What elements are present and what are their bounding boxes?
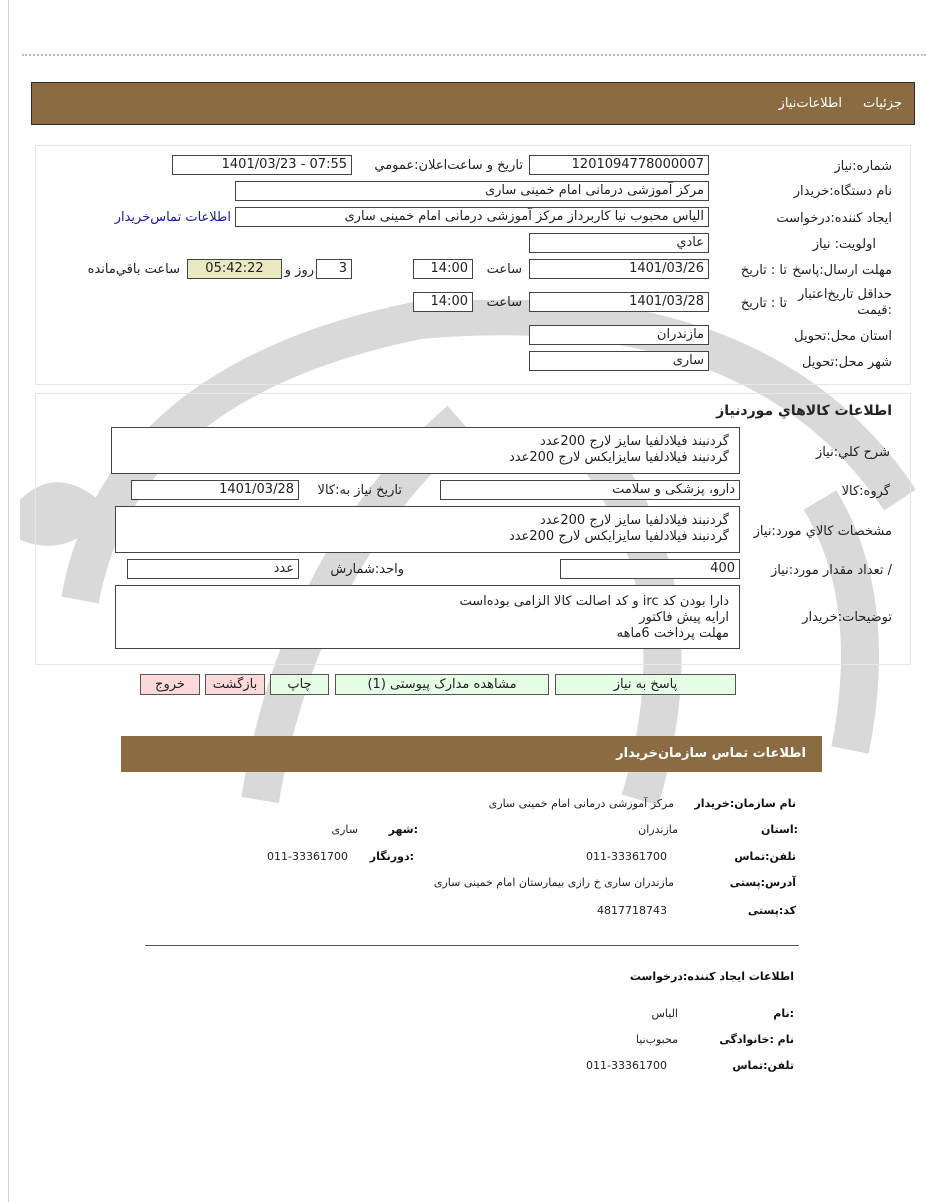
tab-details[interactable]: جزئیات — [863, 96, 902, 111]
creator-field: الیاس محبوب نیا کاربرداز مرکز آموزشی درمانی امام خمینی ساری — [235, 207, 709, 227]
priority-field: عادي — [529, 233, 709, 253]
general-desc-field — [111, 427, 740, 474]
page-header-bar — [31, 82, 915, 125]
view-attachments-button[interactable]: مشاهده مدارک پیوستی (1) — [335, 674, 549, 695]
requester-family-value: محبوب‌نیا — [635, 1033, 678, 1046]
spec-field — [115, 506, 740, 553]
requester-name-label: :نام — [773, 1007, 794, 1020]
phone-c-value: 011-33361700 — [586, 850, 667, 863]
announce-datetime-field: 1401/03/23 - 07:55 — [172, 155, 352, 175]
province-c-value: مازندران — [638, 823, 678, 836]
city-c-value: ساری — [331, 823, 358, 836]
requester-title: اطلاعات ایجاد کننده‌:درخواست — [629, 970, 794, 983]
validity-time-field: 14:00 — [413, 292, 473, 312]
phone-c-label: تلفن‌:تماس — [734, 850, 796, 863]
need-date-field: 1401/03/28 — [131, 480, 299, 500]
province-label: استان محل‌:تحویل — [794, 329, 892, 344]
print-button[interactable]: چاپ — [270, 674, 329, 695]
general-desc-label: شرح کلي‌:نیاز — [815, 445, 890, 460]
min-validity-label: حداقل تاریخ‌اعتبار — [798, 287, 892, 302]
org-label: نام سازمان‌:خریدار — [694, 797, 796, 810]
days-remaining-field: 3 — [316, 259, 352, 279]
respond-button[interactable]: پاسخ به نیاز — [555, 674, 736, 695]
requester-name-value: الیاس — [651, 1007, 678, 1020]
validity-to-date-label: تا : تاریخ — [740, 296, 787, 311]
spec-label: مشخصات کالاي مورد‌:نیاز — [753, 524, 892, 539]
days-and-label: روز و — [284, 263, 314, 278]
general-desc-line: گردنبند فیلادلفیا سایزایکس لارج 200عدد — [509, 450, 729, 465]
time-remaining-field: 05:42:22 — [187, 259, 282, 279]
notes-field — [115, 585, 740, 649]
creator-label: ایجاد کننده‌:درخواست — [776, 211, 892, 226]
need-number-label: شماره‌:نیاز — [834, 159, 892, 174]
general-desc-line: گردنبند فیلادلفیا سایز لارج 200عدد — [539, 434, 729, 449]
need-number-field: 1201094778000007 — [529, 155, 709, 175]
buyer-org-label: نام دستگاه‌:خریدار — [793, 184, 892, 199]
deadline-time-label: ساعت — [486, 262, 522, 277]
notes-line: مهلت پرداخت 6ماهه — [616, 626, 729, 641]
city-field: ساری — [529, 351, 709, 371]
announce-label: تاریخ و ساعت‌اعلان‌:عمومي — [374, 158, 523, 173]
city-c-label: :شهر — [388, 823, 418, 836]
province-field: مازندران — [529, 325, 709, 345]
province-c-label: :استان — [761, 823, 798, 836]
requester-phone-value: 011-33361700 — [586, 1059, 667, 1072]
quantity-field: 400 — [560, 559, 740, 579]
spec-line: گردنبند فیلادلفیا سایزایکس لارج 200عدد — [509, 529, 729, 544]
unit-label: واحد‌:شمارش — [330, 562, 404, 577]
min-validity-label-2: :قیمت — [857, 303, 892, 318]
group-label: گروه‌:کالا — [841, 484, 890, 499]
buyer-contact-header — [121, 736, 822, 772]
deadline-time-field: 14:00 — [413, 259, 473, 279]
fax-label: :دورنگار — [369, 850, 414, 863]
priority-label: اولویت: نیاز — [812, 237, 876, 252]
dotted-divider — [22, 54, 926, 56]
buyer-contact-link[interactable]: اطلاعات تماس‌خریدار — [114, 210, 231, 225]
deadline-to-date-label: تا : تاریخ — [740, 263, 787, 278]
notes-label: توضیحات‌:خریدار — [802, 610, 892, 625]
requester-family-label: نام :خانوادگی — [719, 1033, 794, 1046]
section-divider — [145, 945, 799, 946]
address-label: آدرس‌:پستی — [729, 876, 796, 889]
time-remaining-label: ساعت باقي‌مانده — [87, 262, 180, 277]
validity-date-field: 1401/03/28 — [529, 292, 709, 312]
unit-field: عدد — [127, 559, 299, 579]
goods-section-title: اطلاعات کالاهاي مورد‌نیاز — [716, 403, 892, 419]
org-value: مرکز آموزشی درمانی امام خمینی ساری — [488, 797, 674, 810]
deadline-label: مهلت ارسال‌:پاسخ — [792, 263, 892, 278]
back-button[interactable]: بازگشت — [205, 674, 265, 695]
buyer-org-field: مرکز آموزشی درمانی امام خمینی ساری — [235, 181, 709, 201]
deadline-date-field: 1401/03/26 — [529, 259, 709, 279]
validity-time-label: ساعت — [486, 295, 522, 310]
requester-phone-label: تلفن‌:تماس — [732, 1059, 794, 1072]
buyer-contact-title: اطلاعات تماس سازمان‌خریدار — [616, 746, 806, 761]
address-value: مازندران ساری خ رازی بیمارستان امام خمینی ساری — [433, 876, 674, 889]
page-left-border — [8, 0, 9, 1202]
postal-value: 4817718743 — [597, 904, 667, 917]
quantity-label: / تعداد مقدار مورد‌:نیاز — [770, 563, 892, 578]
tab-need-info[interactable]: اطلاعات‌نیاز — [778, 96, 842, 111]
postal-label: کد‌:پستی — [747, 904, 796, 917]
spec-line: گردنبند فیلادلفیا سایز لارج 200عدد — [539, 513, 729, 528]
need-date-label: تاریخ نیاز به‌:کالا — [317, 483, 402, 498]
fax-value: 011-33361700 — [267, 850, 348, 863]
city-label: شهر محل‌:تحویل — [802, 355, 892, 370]
notes-line: دارا بودن کد irc و کد اصالت کالا الزامی بوده‌است — [459, 594, 729, 609]
exit-button[interactable]: خروج — [140, 674, 200, 695]
group-field: دارو، پزشکی و سلامت — [440, 480, 740, 500]
notes-line: ارایه پیش فاکتور — [639, 610, 729, 625]
